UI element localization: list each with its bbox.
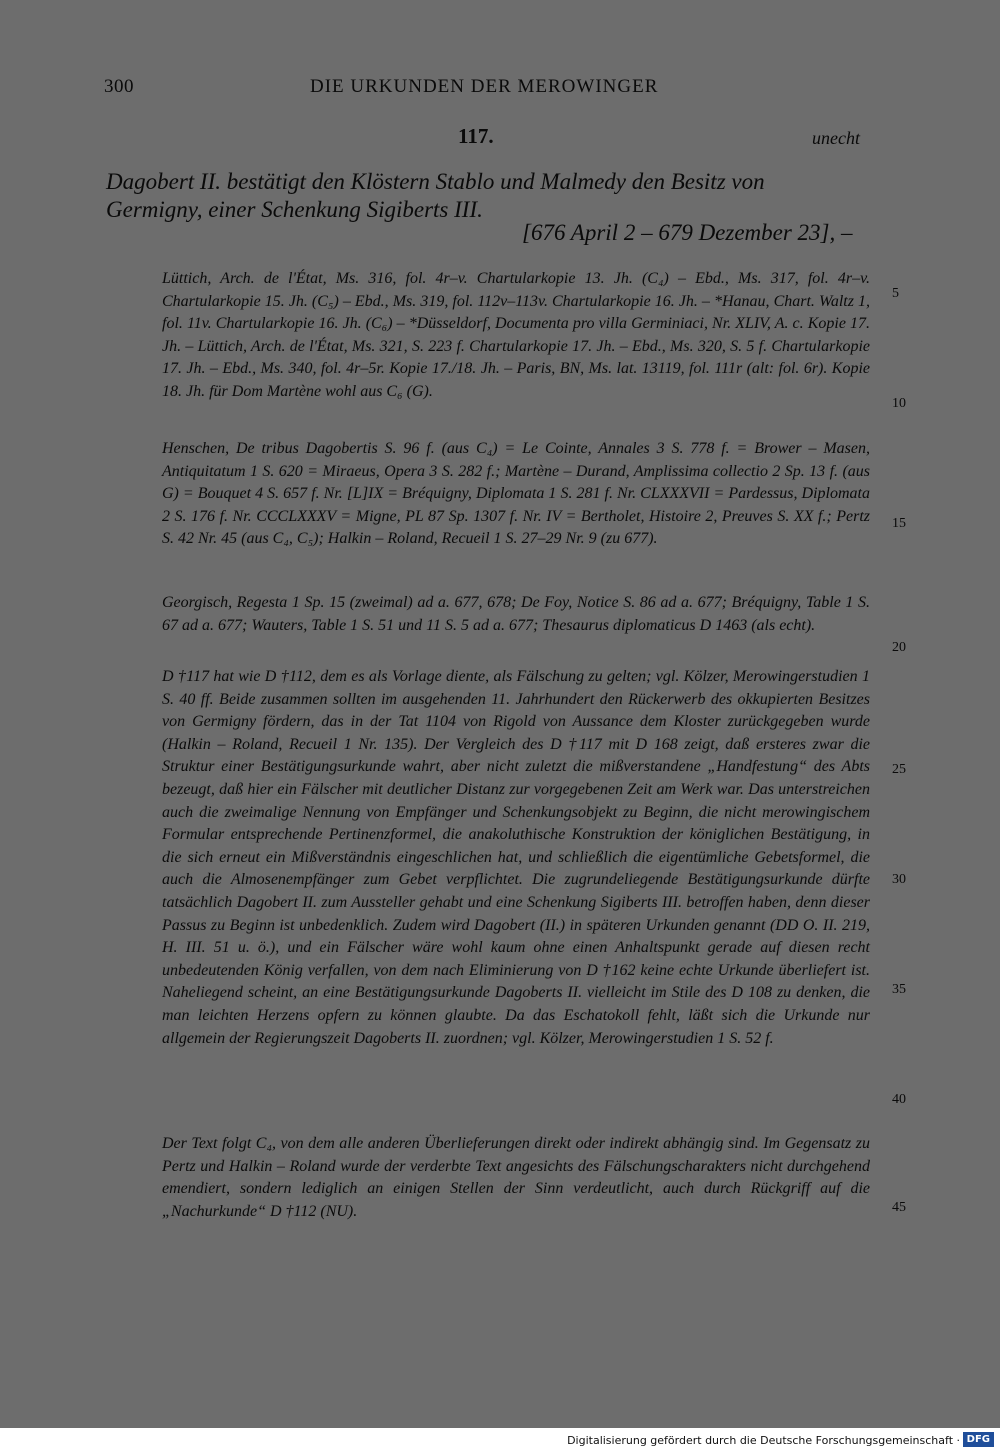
document-date: [676 April 2 – 679 Dezember 23], – [522,220,853,245]
line-number: 30 [892,872,906,887]
page-number: 300 [104,76,134,97]
line-number: 35 [892,982,906,997]
document-number: 117. [458,124,494,148]
footer-credit: Digitalisierung gefördert durch die Deutsche Forschungsgemeinschaft · [567,1434,960,1447]
manuscript-tradition-paragraph: Lüttich, Arch. de l'État, Ms. 316, fol. 4r–v. Chartularkopie 13. Jh. (C₄) – Ebd., Ms. 317, fol. 4r–v. Chartularkopie 15. Jh. (C₅) – Ebd., Ms. 319, fol. 112v–113v. Chartularkopie 16. Jh. – *Hanau, Chart. Waltz 1, fol. 11v. Chartularkopie 16. Jh. (C₆) – *Düsseldorf, Documenta pro villa Germiniaci, Nr. XLIV, A. c. Kopie 17. Jh. – Lüttich, Arch. de l'État, Ms. 321, S. 223 f. Chartularkopie 17. Jh. – Ebd., Ms. 320, S. 5 f. Chartularkopie 17. Jh. – Ebd., Ms. 340, fol. 4r–5r. Kopie 17./18. Jh. – Paris, BN, Ms. lat. 13119, fol. 111r (alt: fol. 6r). Kopie 18. Jh. für Dom Martène wohl aus C₆ (G). [162,270,870,400]
line-number: 5 [892,286,899,301]
running-title: DIE URKUNDEN DER MEROWINGER [310,76,659,97]
authenticity-label: unecht [812,128,860,148]
editions-paragraph: Henschen, De tribus Dagobertis S. 96 f. (aus C₄) = Le Cointe, Annales 3 S. 778 f. = Brower – Masen, Antiquitatum 1 S. 620 = Miraeus, Opera 3 S. 282 f.; Martène – Durand, Amplissima collectio 2 Sp. 13 f. (aus G) = Bouquet 4 S. 657 f. Nr. [L]IX = Bréquigny, Diplomata 1 S. 281 f. Nr. CLXXXVII = Pardessus, Diplomata 2 S. 176 f. Nr. CCCLXXXV = Migne, PL 87 Sp. 1307 f. Nr. IV = Bertholet, Histoire 2, Preuves S. XX f.; Pertz S. 42 Nr. 45 (aus C₄, C₅); Halkin – Roland, Recueil 1 S. 27–29 Nr. 9 (zu 677). [162,440,870,548]
line-number: 45 [892,1200,906,1215]
dfg-logo: DFG [963,1432,994,1447]
line-number: 15 [892,516,906,531]
line-number: 20 [892,640,906,655]
line-number: 40 [892,1092,906,1107]
text-note-paragraph: Der Text folgt C₄, von dem alle anderen Überlieferungen direkt oder indirekt abhängig sind. Im Gegensatz zu Pertz und Halkin – Roland wurde der verderbte Text angesichts des Fälschungscharakters nicht durchgehend emendiert, sondern lediglich an einigen Stellen der Sinn verdeutlicht, auch durch Rückgriff auf die „Nachurkunde“ D †112 (NU). [162,1135,870,1220]
line-number: 25 [892,762,906,777]
regesta-paragraph: Georgisch, Regesta 1 Sp. 15 (zweimal) ad a. 677, 678; De Foy, Notice S. 86 ad a. 677; Bréquigny, Table 1 S. 67 ad a. 677; Wauters, Table 1 S. 51 und 11 S. 5 ad a. 677; Thesaurus diplomaticus D 1463 (als echt). [162,594,870,634]
line-number: 10 [892,396,906,411]
commentary-paragraph: D †117 hat wie D †112, dem es als Vorlage diente, als Fälschung zu gelten; vgl. Kölzer, Merowingerstudien 1 S. 40 ff. Beide zusammen sollten im ausgehenden 11. Jahrhundert den Rückerwerb des okkupierten Besitzes von Germigny fördern, das in der Tat 1104 von Rigold von Aussance dem Kloster zurückgegeben wurde (Halkin – Roland, Recueil 1 Nr. 135). Der Vergleich des D †117 mit D 168 zeigt, daß ersteres zwar die Struktur einer Bestätigungsurkunde wahrt, aber nicht zuletzt die mißverstandene „Handfestung“ des Abts bezeugt, daß hier ein Fälscher mit deutlicher Distanz zur vorgegebenen Zeit am Werk war. Das unterstreichen auch die zweimalige Nennung von Empfänger und Schenkungsobjekt zu Beginn, die nicht merowingischem Formular entsprechende Pertinenzformel, die anakoluthische Konstruktion der königlichen Bestätigung, in die sich erneut ein Mißverständnis eingeschlichen hat, und schließlich die eigentümliche Gebetsformel, die auch die Almosenempfänger zum Gebet verpflichtet. Die zugrundeliegende Bestätigungsurkunde dürfte tatsächlich Dagobert II. zum Aussteller gehabt und eine Schenkung Sigiberts III. betroffen haben, denn dieser Passus zu Beginn ist unbedenklich. Zudem wird Dagobert (II.) in späteren Urkunden genannt (DD O. II. 219, H. III. 51 u. ö.), und ein Fälscher wäre wohl kaum ohne einen Anhaltspunkt gerade auf diesen recht unbedeutenden König verfallen, von dem nach Eliminierung von D †162 keine echte Urkunde überliefert ist. Naheliegend scheint, an eine Bestätigungsurkunde Dagoberts II. vielleicht im Stile des D 108 zu denken, die man leichten Herzens opfern zu können glaubte. Da das Eschatokoll fehlt, läßt sich die Urkunde nur allgemein der Regierungszeit Dagoberts II. zuordnen; vgl. Kölzer, Merowingerstudien 1 S. 52 f. [162,668,870,1047]
document-summary: Dagobert II. bestätigt den Klöstern Stablo und Malmedy den Besitz von Germigny, einer Schenkung Sigiberts III. [106,169,765,222]
